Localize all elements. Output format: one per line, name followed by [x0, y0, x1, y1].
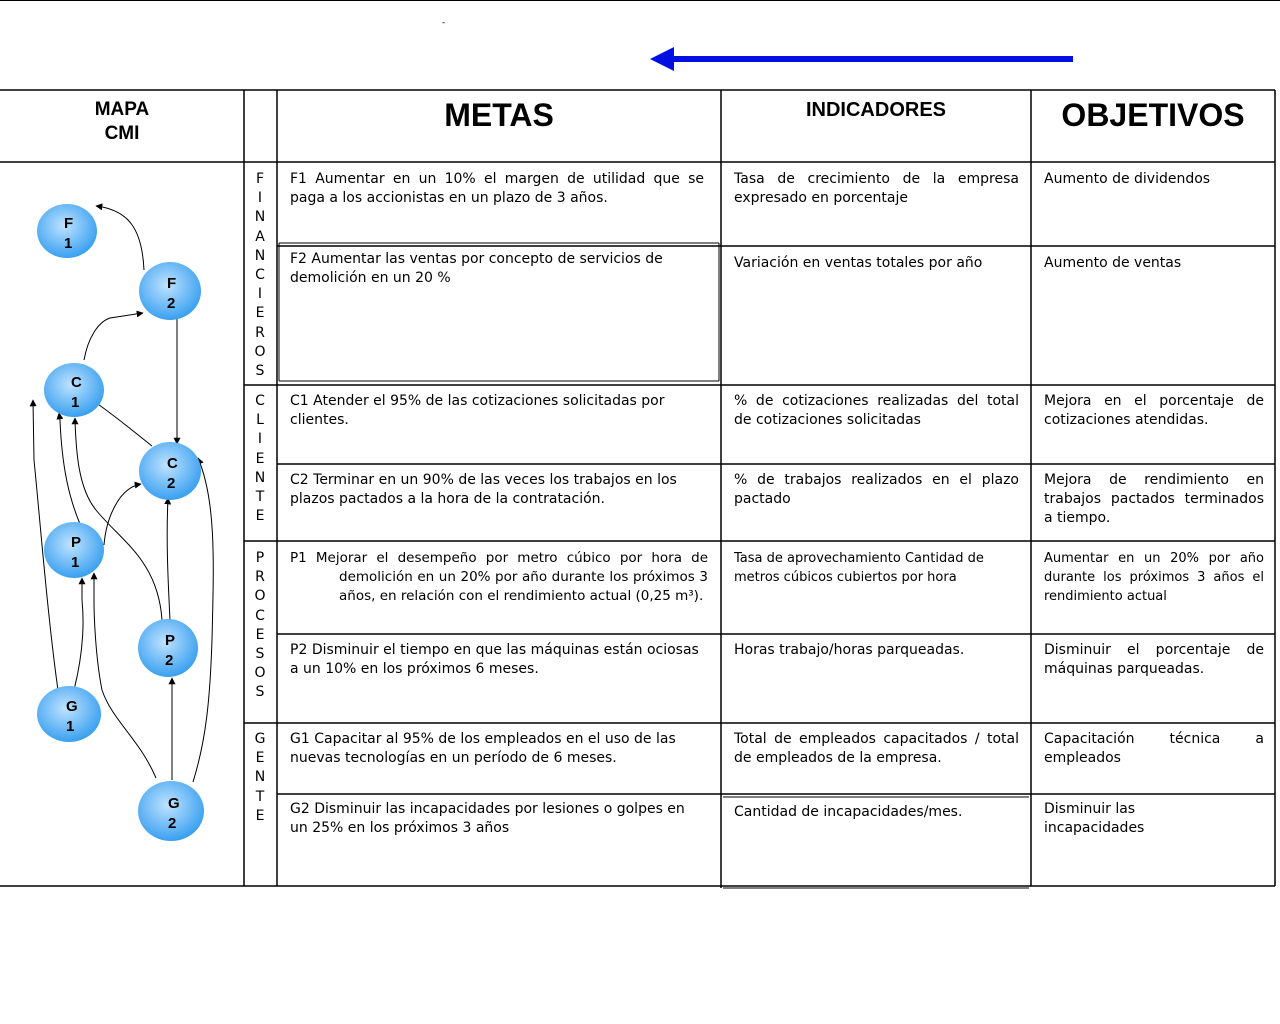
map-node-label: 1	[71, 394, 80, 411]
meta-f1: F1 Aumentar en un 10% el margen de utilidad que se paga a los accionistas en un plazo de 3 años.	[290, 171, 705, 206]
meta-g2: G2 Disminuir las incapacidades por lesiones o golpes en un 25% en los próximos 3 años	[290, 801, 685, 836]
map-node-c1	[44, 363, 104, 417]
objetivo-c1: Mejora en el porcentaje de cotizaciones atendidas.	[1044, 393, 1264, 428]
map-node-p2	[138, 619, 198, 677]
map-node-label: P	[165, 632, 176, 649]
indicador-g2: Cantidad de incapacidades/mes.	[734, 804, 963, 820]
map-edge	[59, 413, 80, 524]
objetivo-p1: Aumentar en un 20% por año durante los próximos 3 años el rendimiento actual	[1044, 551, 1264, 604]
map-edge	[193, 458, 213, 782]
indicador-g1: Total de empleados capacitados / total de empleados de la empresa.	[734, 731, 1019, 766]
map-node-label: 1	[71, 554, 80, 571]
map-node-f1	[37, 204, 97, 258]
map-edge	[96, 206, 144, 270]
stray-mark: -	[442, 18, 446, 28]
mapa-cmi-header: MAPA CMI	[94, 99, 150, 144]
map-node-g2	[138, 781, 204, 841]
map-node-c2	[139, 442, 201, 500]
map-edge	[84, 313, 143, 360]
perspective-procesos: P R O C E S O S	[254, 550, 266, 701]
objetivo-c2: Mejora de rendimiento en trabajos pactados terminados a tiempo.	[1044, 472, 1264, 526]
map-node-label: C	[71, 374, 82, 391]
map-edge	[75, 418, 162, 620]
map-node-label: C	[167, 455, 178, 472]
map-node-label: 2	[167, 295, 176, 312]
perspective-gente: G E N T E	[254, 731, 266, 824]
map-node-label: 2	[168, 815, 177, 832]
map-node-g1	[37, 686, 101, 742]
map-node-label: 2	[167, 475, 176, 492]
objetivo-g1: Capacitación técnica a empleados	[1044, 731, 1264, 766]
meta-g1: G1 Capacitar al 95% de los empleados en el uso de las nuevas tecnologías en un período de 6 meses.	[290, 731, 676, 766]
indicadores-header: INDICADORES	[805, 99, 946, 121]
perspective-financieros: F I N A N C I E R O S	[254, 171, 266, 380]
meta-c2: C2 Terminar en un 90% de las veces los trabajos en los plazos pactados a la hora de la contratación.	[290, 472, 677, 507]
objetivo-g2: Disminuir las incapacidades	[1044, 801, 1145, 836]
objetivos-header: OBJETIVOS	[1061, 97, 1245, 133]
map-node-label: F	[64, 215, 74, 232]
map-node-label: P	[71, 534, 82, 551]
map-edge	[104, 484, 141, 545]
objetivo-f2: Aumento de ventas	[1044, 255, 1182, 271]
indicador-p1: Tasa de aprovechamiento Cantidad de metros cúbicos cubiertos por hora	[734, 551, 984, 585]
map-node-p1	[44, 522, 104, 578]
objetivo-f1: Aumento de dividendos	[1044, 171, 1211, 187]
indicador-f1: Tasa de crecimiento de la empresa expresado en porcentaje	[734, 171, 1019, 206]
metas-header: METAS	[444, 97, 554, 133]
indicador-c2: % de trabajos realizados en el plazo pactado	[734, 472, 1019, 507]
meta-c1: C1 Atender el 95% de las cotizaciones solicitadas por clientes.	[290, 393, 665, 428]
map-node-f2	[139, 262, 201, 320]
indicador-f2: Variación en ventas totales por año	[734, 255, 983, 271]
meta-p1: P1 Mejorar el desempeño por metro cúbico por hora de demolición en un 20% por año durante los próximos 3 años, en relación con el rendimiento actual (0,25 m³).	[290, 550, 709, 604]
map-node-label: 2	[165, 652, 174, 669]
map-node-label: 1	[66, 718, 75, 735]
indicador-p2: Horas trabajo/horas parqueadas.	[734, 642, 965, 658]
map-edge	[74, 578, 83, 690]
meta-f2: F2 Aumentar las ventas por concepto de servicios de demolición en un 20 %	[290, 251, 663, 286]
map-edge	[94, 573, 156, 778]
map-node-label: G	[66, 698, 78, 715]
perspective-cliente: C L I E N T E	[254, 393, 266, 525]
map-node-label: G	[168, 795, 180, 812]
meta-p2: P2 Disminuir el tiempo en que las máquinas están ociosas a un 10% en los próximos 6 meses.	[290, 642, 699, 677]
objetivo-p2: Disminuir el porcentaje de máquinas parqueadas.	[1044, 642, 1264, 677]
map-node-label: 1	[64, 235, 73, 252]
indicador-c1: % de cotizaciones realizadas del total de cotizaciones solicitadas	[734, 393, 1019, 428]
map-node-label: F	[167, 275, 177, 292]
map-edge	[167, 498, 170, 620]
